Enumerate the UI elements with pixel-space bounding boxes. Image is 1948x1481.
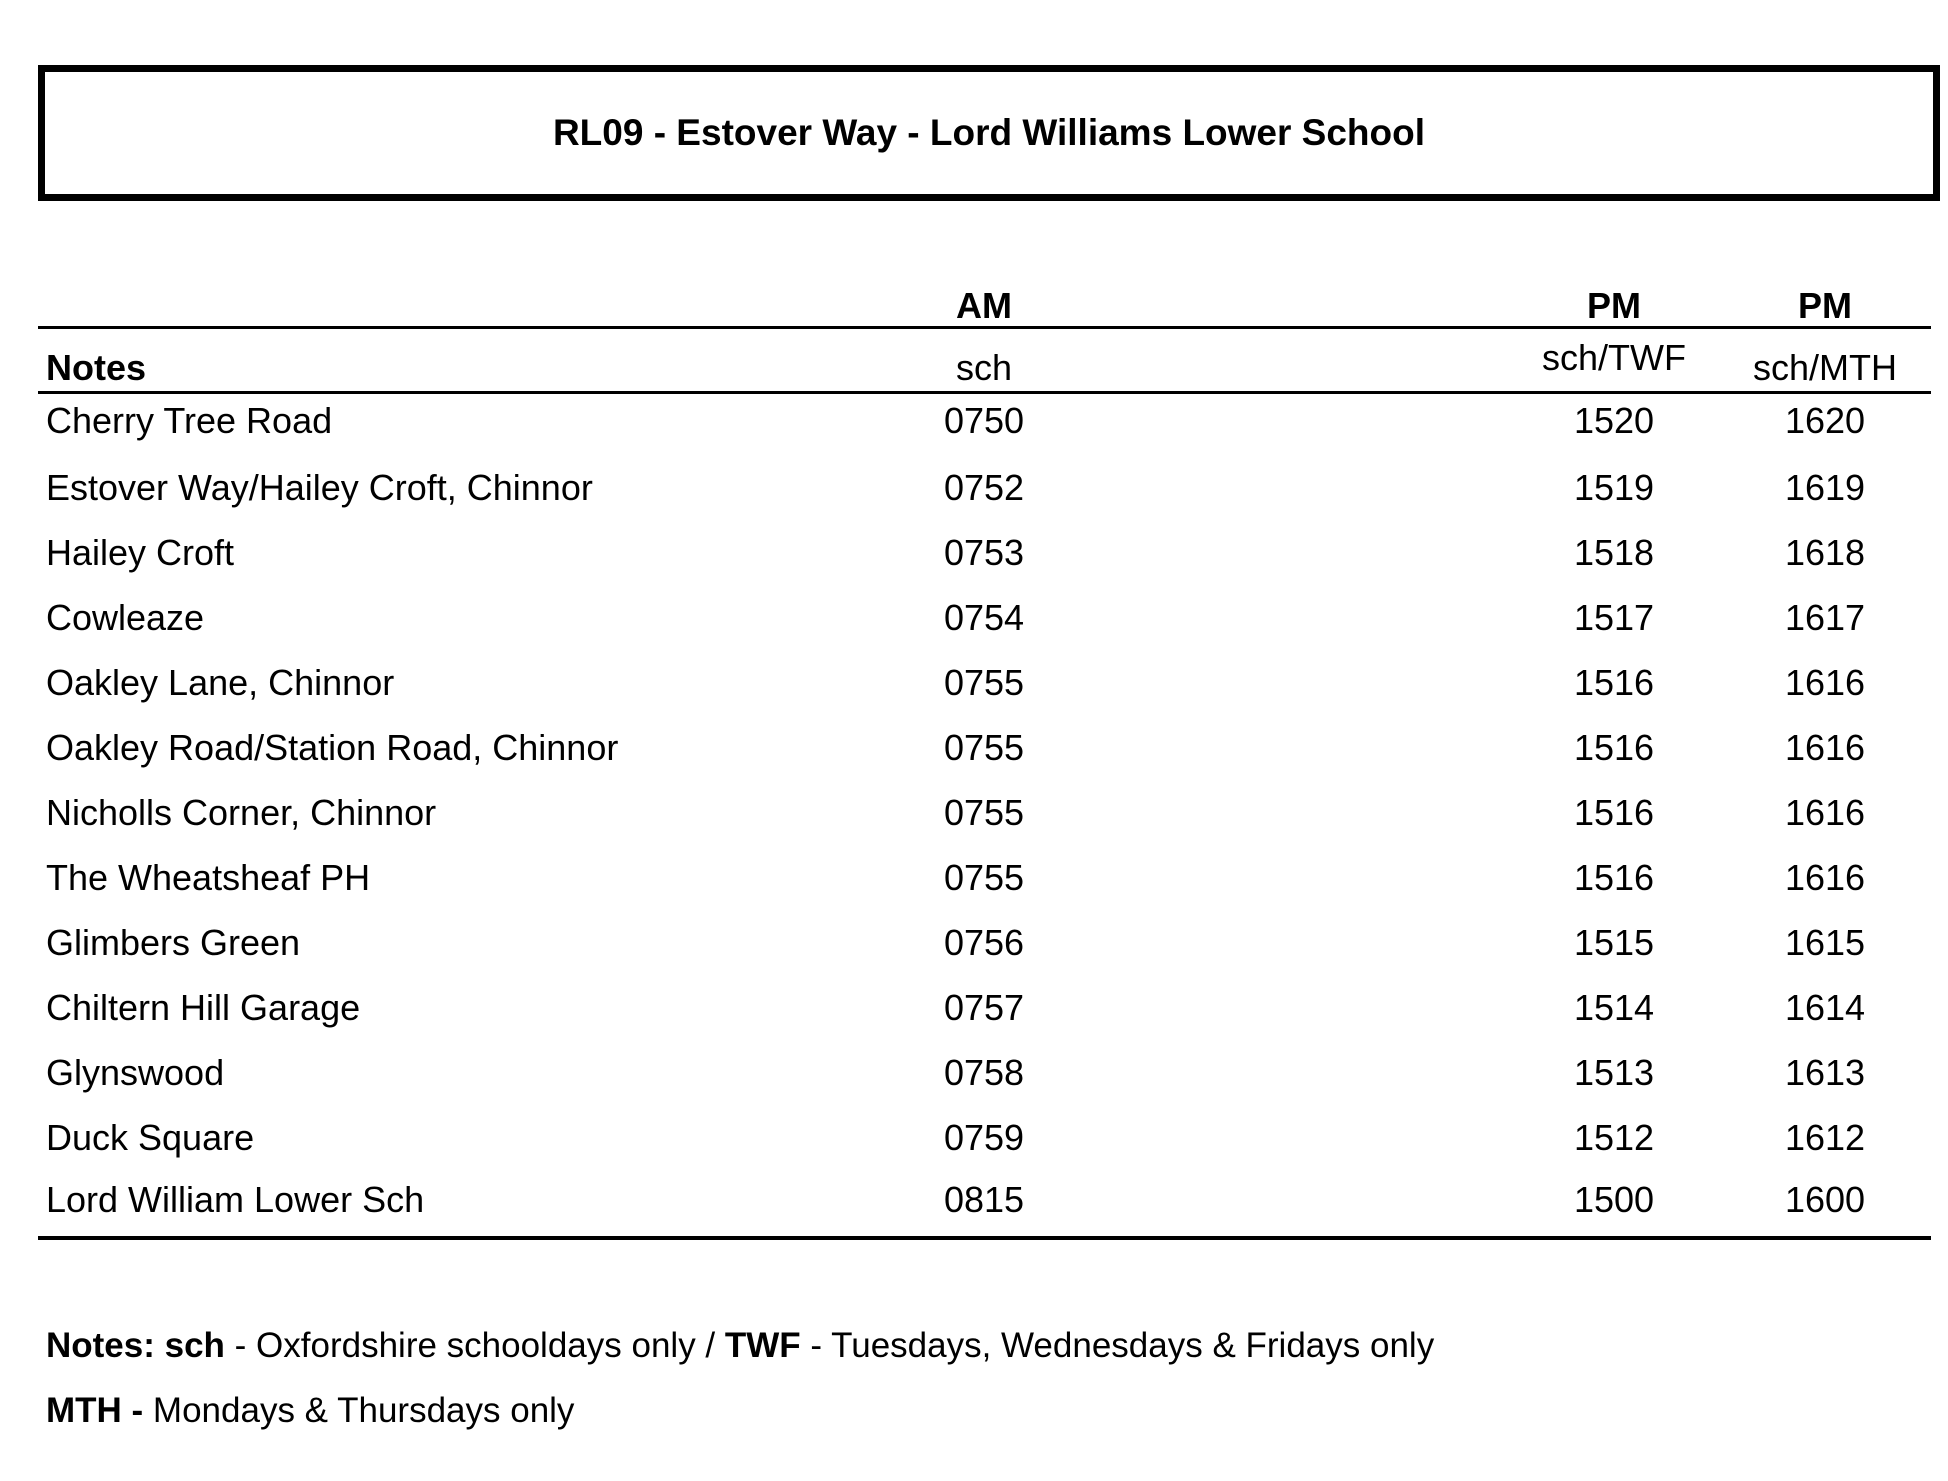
stop-name: Glimbers Green bbox=[46, 922, 301, 963]
twf-description: - Tuesdays, Wednesdays & Fridays only bbox=[800, 1326, 1435, 1365]
twf-code: TWF bbox=[724, 1326, 801, 1365]
header-day-pm-2: sch/MTH bbox=[1753, 347, 1897, 388]
footnote-line-2 bbox=[46, 1393, 574, 1428]
time-am: 0752 bbox=[943, 467, 1025, 508]
mth-code: MTH - bbox=[46, 1391, 144, 1430]
stop-name: Glynswood bbox=[46, 1052, 225, 1093]
time-pm-mth: 1619 bbox=[1784, 467, 1866, 508]
stop-name: Chiltern Hill Garage bbox=[46, 987, 361, 1028]
time-pm-mth: 1616 bbox=[1784, 727, 1866, 768]
time-pm-twf: 1517 bbox=[1573, 597, 1655, 638]
sch-description: - Oxfordshire schooldays only / bbox=[224, 1326, 725, 1365]
time-pm-mth: 1615 bbox=[1784, 922, 1866, 963]
time-pm-mth: 1616 bbox=[1784, 857, 1866, 898]
time-pm-twf: 1514 bbox=[1573, 987, 1655, 1028]
stop-name: Duck Square bbox=[46, 1117, 255, 1158]
stop-name: Oakley Road/Station Road, Chinnor bbox=[46, 727, 619, 768]
stop-name: Nicholls Corner, Chinnor bbox=[46, 792, 437, 833]
time-am: 0755 bbox=[943, 727, 1025, 768]
time-am: 0754 bbox=[943, 597, 1025, 638]
time-pm-twf: 1520 bbox=[1573, 400, 1655, 441]
time-am: 0815 bbox=[943, 1179, 1025, 1220]
time-pm-twf: 1515 bbox=[1573, 922, 1655, 963]
notes-prefix: Notes: bbox=[46, 1326, 165, 1365]
page-title: RL09 - Estover Way - Lord Williams Lower School bbox=[552, 112, 1426, 153]
time-pm-twf: 1516 bbox=[1573, 857, 1655, 898]
time-pm-mth: 1613 bbox=[1784, 1052, 1866, 1093]
time-am: 0755 bbox=[943, 857, 1025, 898]
stop-name: Estover Way/Hailey Croft, Chinnor bbox=[46, 467, 593, 508]
time-pm-twf: 1519 bbox=[1573, 467, 1655, 508]
time-am: 0756 bbox=[943, 922, 1025, 963]
time-pm-mth: 1612 bbox=[1784, 1117, 1866, 1158]
header-am: AM bbox=[956, 285, 1012, 326]
time-am: 0758 bbox=[943, 1052, 1025, 1093]
time-pm-twf: 1513 bbox=[1573, 1052, 1655, 1093]
header-day-am: sch bbox=[955, 347, 1013, 388]
time-pm-mth: 1600 bbox=[1784, 1179, 1866, 1220]
sch-code: sch bbox=[164, 1326, 225, 1365]
time-am: 0757 bbox=[943, 987, 1025, 1028]
stop-name: The Wheatsheaf PH bbox=[46, 857, 371, 898]
footnote-line-1 bbox=[46, 1328, 1434, 1363]
title-box bbox=[38, 65, 1940, 201]
time-pm-twf: 1516 bbox=[1573, 662, 1655, 703]
time-am: 0753 bbox=[943, 532, 1025, 573]
time-am: 0755 bbox=[943, 662, 1025, 703]
time-pm-twf: 1516 bbox=[1573, 792, 1655, 833]
time-am: 0755 bbox=[943, 792, 1025, 833]
stop-name: Oakley Lane, Chinnor bbox=[46, 662, 395, 703]
table-bottom-rule bbox=[38, 1236, 1931, 1240]
time-pm-twf: 1518 bbox=[1573, 532, 1655, 573]
notes-column-header: Notes bbox=[46, 347, 147, 388]
time-pm-mth: 1616 bbox=[1784, 662, 1866, 703]
time-pm-twf: 1500 bbox=[1573, 1179, 1655, 1220]
time-am: 0750 bbox=[943, 400, 1025, 441]
time-pm-mth: 1617 bbox=[1784, 597, 1866, 638]
header-pm-1: PM bbox=[1587, 285, 1641, 326]
header-pm-2: PM bbox=[1798, 285, 1852, 326]
time-pm-mth: 1618 bbox=[1784, 532, 1866, 573]
time-pm-twf: 1512 bbox=[1573, 1117, 1655, 1158]
time-pm-mth: 1620 bbox=[1784, 400, 1866, 441]
stop-name: Cowleaze bbox=[46, 597, 205, 638]
time-am: 0759 bbox=[943, 1117, 1025, 1158]
time-pm-mth: 1614 bbox=[1784, 987, 1866, 1028]
header-day-pm-1: sch/TWF bbox=[1542, 337, 1686, 378]
stop-name: Lord William Lower Sch bbox=[46, 1179, 425, 1220]
header-bottom-rule bbox=[38, 391, 1931, 394]
time-pm-twf: 1516 bbox=[1573, 727, 1655, 768]
header-top-rule bbox=[38, 326, 1931, 329]
time-pm-mth: 1616 bbox=[1784, 792, 1866, 833]
stop-name: Hailey Croft bbox=[46, 532, 235, 573]
stop-name: Cherry Tree Road bbox=[46, 400, 333, 441]
mth-description: Mondays & Thursdays only bbox=[143, 1391, 575, 1430]
